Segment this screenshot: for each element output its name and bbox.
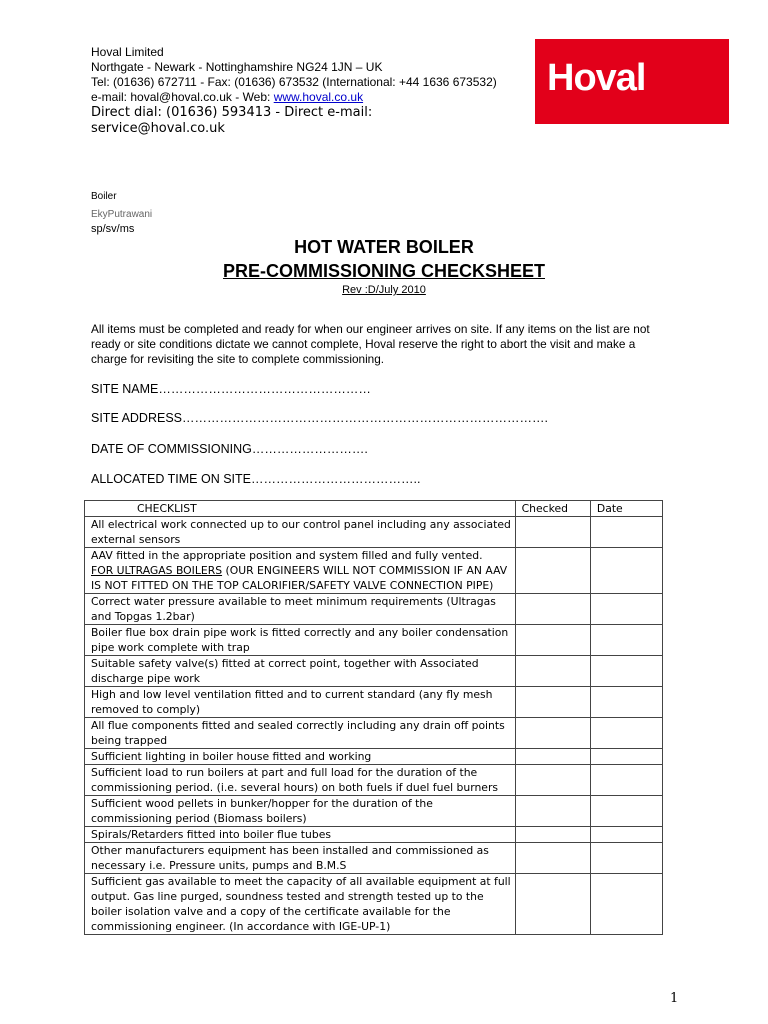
title-line-2: PRE-COMMISSIONING CHECKSHEET xyxy=(222,261,546,281)
checklist-item: Other manufacturers equipment has been installed and commissioned as necessary i.e. Pressure units, pumps and B.M.S xyxy=(85,843,516,874)
table-row xyxy=(85,796,663,827)
company-phone: Tel: (01636) 672711 - Fax: (01636) 673532 (International: +44 1636 673532) xyxy=(91,75,497,89)
table-row xyxy=(85,718,663,749)
site-address-field: SITE ADDRESS……………………………………………………………………………. xyxy=(91,411,548,425)
header-date: Date xyxy=(590,501,662,517)
company-name: Hoval Limited xyxy=(91,45,164,59)
checklist-item-text: AAV fitted in the appropriate position and system filled and fully vented. xyxy=(91,549,483,562)
intro-paragraph: All items must be completed and ready for when our engineer arrives on site. If any items on the list are not ready or site conditions dictate we cannot complete, Hoval reserve the right to abort the visit and make a charge for revisiting the site to complete commissioning. xyxy=(91,322,650,366)
header-checklist: CHECKLIST xyxy=(85,501,516,517)
checked-cell[interactable] xyxy=(515,656,590,687)
date-cell[interactable] xyxy=(590,796,662,827)
table-header-row xyxy=(85,501,663,517)
table-row xyxy=(85,548,663,594)
page-number: 1 xyxy=(670,991,679,1006)
checked-cell[interactable] xyxy=(515,718,590,749)
checklist-item: All flue components fitted and sealed correctly including any drain off points being trapped xyxy=(85,718,516,749)
table-row xyxy=(85,656,663,687)
checklist-item xyxy=(85,548,516,594)
hoval-logo xyxy=(535,39,729,124)
checklist-item: Boiler flue box drain pipe work is fitted correctly and any boiler condensation pipe work complete with trap xyxy=(85,625,516,656)
checked-cell[interactable] xyxy=(515,687,590,718)
header-checked: Checked xyxy=(515,501,590,517)
checklist-item: Correct water pressure available to meet minimum requirements (Ultragas and Topgas 1.2bar) xyxy=(85,594,516,625)
checklist-item: Spirals/Retarders fitted into boiler flue tubes xyxy=(85,827,516,843)
checked-cell[interactable] xyxy=(515,765,590,796)
checklist-table xyxy=(84,500,663,935)
doc-category: Boiler xyxy=(91,191,117,202)
checklist-item-text-after: (OUR ENGINEERS WILL NOT COMMISSION IF AN AAV IS NOT FITTED ON THE TOP CALORIFIER/SAFETY VALVE CONNECTION PIPE) xyxy=(91,564,508,592)
company-email-line xyxy=(91,90,497,105)
checklist-item-emphasis: FOR ULTRAGAS BOILERS xyxy=(91,564,223,577)
checked-cell[interactable] xyxy=(515,517,590,548)
checklist-item: Sufficient lighting in boiler house fitted and working xyxy=(85,749,516,765)
date-cell[interactable] xyxy=(590,827,662,843)
date-commissioning-field: DATE OF COMMISSIONING………………………. xyxy=(91,442,368,456)
checked-cell[interactable] xyxy=(515,827,590,843)
checked-cell[interactable] xyxy=(515,625,590,656)
company-header xyxy=(91,45,497,137)
date-cell[interactable] xyxy=(590,687,662,718)
checked-cell[interactable] xyxy=(515,843,590,874)
website-link[interactable]: www.hoval.co.uk xyxy=(273,90,364,104)
checked-cell[interactable] xyxy=(515,548,590,594)
date-cell[interactable] xyxy=(590,749,662,765)
checklist-item: Suitable safety valve(s) fitted at correct point, together with Associated discharge pipe work xyxy=(85,656,516,687)
date-cell[interactable] xyxy=(590,548,662,594)
table-row xyxy=(85,874,663,935)
checklist-item: All electrical work connected up to our control panel including any associated external sensors xyxy=(85,517,516,548)
doc-author: EkyPutrawani xyxy=(91,209,153,220)
checked-cell[interactable] xyxy=(515,594,590,625)
checklist-item: Sufficient load to run boilers at part and full load for the duration of the commissioning period. (i.e. several hours) on both fuels if duel fuel burners xyxy=(85,765,516,796)
table-row xyxy=(85,843,663,874)
email-prefix: e-mail: hoval@hoval.co.uk - Web: xyxy=(91,90,274,104)
direct-email: service@hoval.co.uk xyxy=(91,121,225,136)
table-row xyxy=(85,625,663,656)
date-cell[interactable] xyxy=(590,843,662,874)
checked-cell[interactable] xyxy=(515,874,590,935)
table-row xyxy=(85,749,663,765)
direct-dial: Direct dial: (01636) 593413 - Direct e-mail: xyxy=(91,105,373,120)
date-cell[interactable] xyxy=(590,625,662,656)
table-row xyxy=(85,765,663,796)
table-row xyxy=(85,687,663,718)
table-row xyxy=(85,517,663,548)
date-cell[interactable] xyxy=(590,874,662,935)
date-cell[interactable] xyxy=(590,656,662,687)
company-address: Northgate - Newark - Nottinghamshire NG24 1JN – UK xyxy=(91,60,383,74)
date-cell[interactable] xyxy=(590,517,662,548)
date-cell[interactable] xyxy=(590,718,662,749)
checklist-item: High and low level ventilation fitted and to current standard (any fly mesh removed to comply) xyxy=(85,687,516,718)
checked-cell[interactable] xyxy=(515,796,590,827)
checklist-item: Sufficient wood pellets in bunker/hopper for the duration of the commissioning period (Biomass boilers) xyxy=(85,796,516,827)
checklist-item: Sufficient gas available to meet the capacity of all available equipment at full output. Gas line purged, soundness tested and strength tested up to the boiler isolation valve and a copy of the certificate available for the commissioning engineer. (In accordance with IGE-UP-1) xyxy=(85,874,516,935)
doc-ref: sp/sv/ms xyxy=(91,223,135,235)
table-row xyxy=(85,594,663,625)
allocated-time-field: ALLOCATED TIME ON SITE………………………………….. xyxy=(91,472,421,486)
site-name-field: SITE NAME…………………………………………… xyxy=(91,382,371,396)
table-row xyxy=(85,827,663,843)
revision: Rev :D/July 2010 xyxy=(342,284,426,296)
title-line-1: HOT WATER BOILER xyxy=(294,237,474,257)
checked-cell[interactable] xyxy=(515,749,590,765)
date-cell[interactable] xyxy=(590,594,662,625)
date-cell[interactable] xyxy=(590,765,662,796)
logo-text: Hoval xyxy=(547,57,646,99)
